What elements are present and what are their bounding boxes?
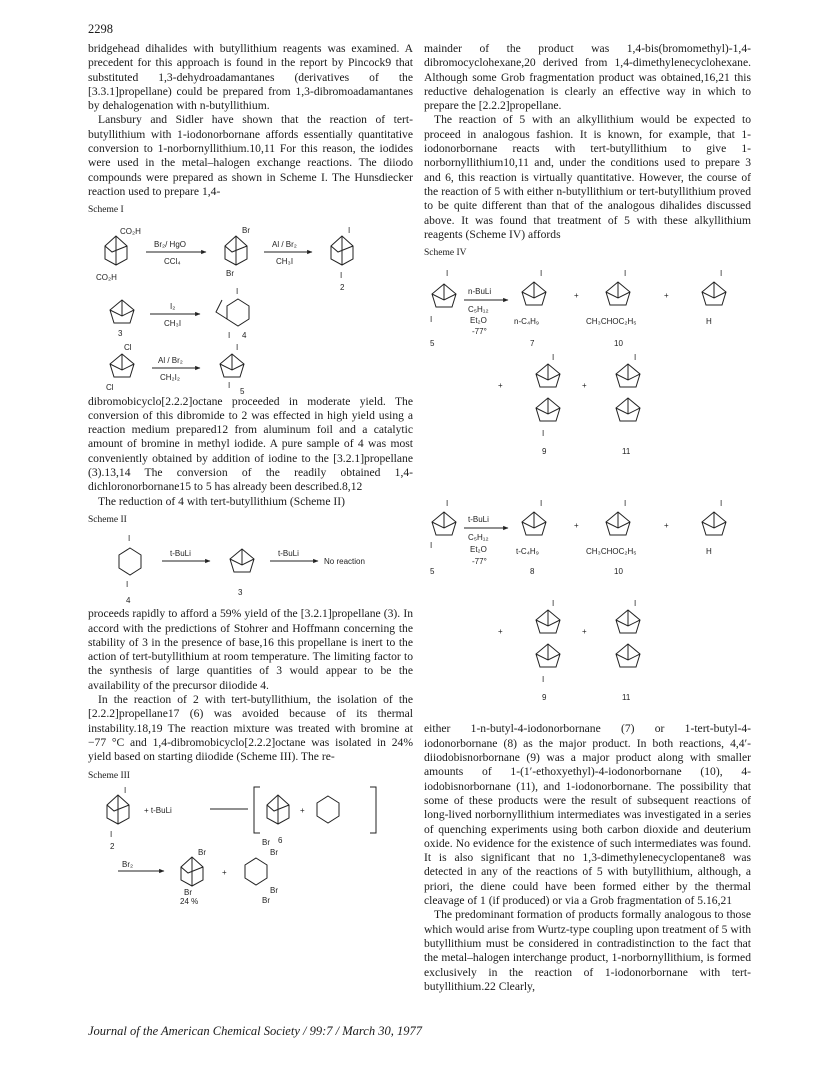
svg-text:+: +	[498, 627, 503, 637]
substituent-label: Br	[270, 885, 278, 895]
substituent-label: I	[110, 829, 113, 839]
svg-text:+: +	[664, 291, 669, 301]
reagent-label: -77°	[472, 557, 487, 567]
iodonorbornane-molecule	[702, 499, 726, 556]
reagent-label: CH₃I	[276, 256, 294, 266]
reagent-label: -77°	[472, 327, 487, 337]
product-9-molecule	[536, 599, 560, 702]
compound-number: 6	[278, 835, 283, 845]
scheme-3	[88, 785, 413, 905]
paragraph: dibromobicyclo[2.2.2]octane proceeded in moderate yield. The conversion of this dibromide to 2 was effected in high yield using a reaction medium prepared12 from aluminum foil and a catalytic amount of bromine in methyl iodide. A pure sample of 4 was most conveniently obtained by addition of iodine to the [3.2.1]propellane (3).13,14 The conversion of the readily obtained 1,4-dichloronorbornane15 to 5 has already been described.8,12	[88, 394, 413, 494]
substituent-label: Br	[184, 887, 192, 897]
substituent-label: I	[124, 785, 127, 795]
substituent-label: I	[634, 599, 637, 609]
diiodide-5-molecule	[430, 499, 456, 576]
substituent-label: I	[542, 675, 545, 685]
svg-text:+: +	[300, 805, 305, 815]
substituent-label: I	[236, 342, 239, 352]
paragraph: In the reaction of 2 with tert-butyllithium, the isolation of the [2.2.2]propellane17 (6) was avoided because of its thermal instability.18,19 The reaction mixture was treated with bromine at −77 °C and 1,4-dibromobicyclo[2.2.2]octane was isolated in 24% yield based on starting diiodide (Scheme III). The re-	[88, 693, 413, 764]
substituent-label: I	[340, 270, 343, 280]
substituent-label: I	[228, 330, 231, 340]
substituent-label: I	[430, 541, 433, 551]
substituent-label: I	[236, 286, 239, 296]
substituent-label: Br	[262, 895, 270, 905]
diiodide-2-molecule	[107, 786, 129, 851]
bracket-left	[254, 787, 260, 833]
compound-number: 3	[118, 328, 123, 338]
substituent-label: I	[552, 599, 555, 609]
compound-number: 2	[110, 841, 115, 851]
compound-number: 5	[240, 386, 245, 395]
substituent-label: I	[720, 269, 723, 279]
substituent-label: H	[706, 317, 712, 327]
svg-text:+: +	[222, 867, 227, 877]
journal-footer: Journal of the American Chemical Society / 99:7 / March 30, 1977	[88, 1024, 422, 1038]
svg-text:+: +	[664, 521, 669, 531]
reagent-label: C₅H₁₂	[468, 305, 489, 315]
diiodide-5-molecule	[220, 343, 245, 395]
substituent-label: CO₂H	[120, 226, 141, 236]
compound-number: 5	[430, 339, 435, 349]
substituent-label: I	[624, 499, 627, 509]
substituent-label: I	[128, 534, 131, 544]
substituent-label: CH₃CHOC₂H₅	[586, 547, 637, 557]
reagent-label: Br₂	[122, 859, 134, 869]
substituent-label: I	[126, 580, 129, 590]
substituent-label: Br	[242, 225, 250, 235]
substituent-label: I	[446, 499, 449, 509]
substituent-label: t-C₄H₉	[516, 547, 539, 557]
substituent-label: I	[542, 429, 545, 439]
substituent-label: I	[540, 499, 543, 509]
tetrabromide-molecule	[245, 838, 278, 905]
scheme-1-label: Scheme I	[88, 205, 124, 216]
bracket-right	[370, 787, 376, 833]
substituent-label: Br	[262, 837, 270, 847]
substituent-label: Br	[270, 847, 278, 857]
left-column	[88, 42, 413, 905]
compound-number: 11	[622, 693, 631, 703]
substituent-label: I	[348, 225, 351, 235]
product-9-molecule	[536, 353, 560, 456]
reagent-label: Et₂O	[470, 316, 487, 326]
svg-text:+: +	[498, 381, 503, 391]
compound-number: 9	[542, 693, 547, 703]
product-7-molecule	[514, 269, 546, 348]
substituent-label: Br	[226, 268, 234, 278]
dibromide-product-molecule	[180, 848, 206, 905]
substituent-label: n-C₄H₉	[514, 317, 540, 327]
diiodide-4-molecule	[119, 534, 141, 605]
paragraph: either 1-n-butyl-4-iodonorbornane (7) or 1-tert-butyl-4-iodonorbornane (8) as the major product. In both reactions, 4,4′-diiodobisnorbornane (9) was a major product along with smaller amounts of 1-(1′-ethoxyethyl)-4-iodonorbornane (10), 4-iodobisnorbornane (11), and 1-iodonorbornane. The possibility that some of these products were the result of subsequent reactions of long-lived norbornyllithium intermediates was investigated in a series of quenching experiments using both carbon dioxide and deuterium oxide. No evidence for the existence of such intermediates was found. It is also significant that no 1,3-dimethylenecyclopentane8 was detected in any of the reactions of 5 with butyllithium, although, a priori, the diene could have been formed either by the thermal cleavage of 1 (if produced) or via a Grob fragmentation of 5.16,21	[424, 722, 751, 908]
substituent-label: I	[634, 353, 637, 363]
propellane-3-molecule	[230, 549, 254, 597]
page-number: 2298	[88, 22, 113, 36]
substituent-label: I	[540, 269, 543, 279]
reagent-label: Al / Br₂	[158, 355, 183, 365]
substituent-label: I	[624, 269, 627, 279]
product-8-molecule	[516, 499, 546, 576]
compound-number: 5	[430, 567, 435, 577]
reagent-label: CH₃I	[164, 318, 182, 328]
svg-text:+: +	[582, 381, 587, 391]
reagent-label: t-BuLi	[468, 515, 489, 525]
compound-number: 8	[530, 567, 535, 577]
reagent-label: t-BuLi	[170, 549, 191, 559]
reagent-label: n-BuLi	[468, 287, 492, 297]
reagent-label: + t-BuLi	[144, 805, 172, 815]
reagent-label: Br₂/ HgO	[154, 239, 186, 249]
svg-text:+: +	[574, 521, 579, 531]
diiodide-5-molecule	[430, 269, 456, 348]
svg-text:+: +	[582, 627, 587, 637]
product-10-molecule	[586, 269, 636, 348]
substituent-label: I	[430, 315, 433, 325]
substituent-label: Cl	[124, 342, 132, 352]
reagent-label: C₅H₁₂	[468, 533, 489, 543]
iodonorbornane-molecule	[702, 269, 726, 326]
propellane-3-molecule	[110, 300, 134, 338]
paragraph: mainder of the product was 1,4-bis(bromomethyl)-1,4-dibromocyclohexane,20 derived from 1,4-dimethylenecyclohexane. Although some Grob fragmentation product was obtained,16,21 this reductive dehalogenation is clearly an effective way in which to prepare the [2.2.2]propellane.	[424, 42, 751, 113]
dicarboxylic-acid-molecule	[96, 227, 141, 282]
yield-label: 24 %	[180, 896, 199, 905]
scheme-1	[88, 220, 413, 395]
substituent-label: I	[228, 380, 231, 390]
reagent-label: Et₂O	[470, 545, 487, 555]
scheme-3-label: Scheme III	[88, 770, 130, 781]
compound-number: 10	[614, 339, 623, 349]
scheme-4-label: Scheme IV	[424, 248, 467, 259]
compound-number: 3	[238, 588, 243, 598]
reagent-label: Al / Br₂	[272, 239, 297, 249]
paragraph: The reduction of 4 with tert-butyllithium (Scheme II)	[98, 494, 345, 508]
substituent-label: I	[720, 499, 723, 509]
right-column	[424, 42, 751, 994]
compound-number: 9	[542, 447, 547, 457]
paragraph: Lansbury and Sidler have shown that the reaction of tert-butyllithium with 1-iodonorbornane affords essentially quantitative conversion to 1-norbornyllithium.10,11 For this reason, the iodides were used in the metal–halogen exchange reactions. The diiodo compounds were prepared as shown in Scheme I. The Hunsdiecker reaction used to prepare 1,4-	[88, 113, 413, 198]
substituent-label: CH₃CHOC₂H₅	[586, 317, 637, 327]
diiodide-2-molecule	[331, 226, 353, 292]
reagent-label: CH₂I₂	[160, 372, 180, 382]
product-10-molecule	[586, 499, 636, 576]
scheme-2-label: Scheme II	[88, 514, 127, 525]
reagent-label: CCl₄	[164, 256, 181, 266]
diiodide-4-molecule	[216, 287, 249, 340]
substituent-label: Br	[198, 847, 206, 857]
compound-number: 4	[242, 330, 247, 340]
compound-number: 11	[622, 447, 631, 457]
compound-number: 7	[530, 339, 535, 349]
compound-number: 4	[126, 596, 131, 606]
paragraph: The reaction of 5 with an alkyllithium would be expected to proceed in analogous fashion. It is known, for example, that 1-iodonorbornane reacts with tert-butyllithium to give 1-norbornyllithium10,11 and, under the conditions used to prepare 3 and 6, this reaction is virtually quantitative. However, the course of the reaction of 5 with either n-butyllithium or tert-butyllithium proved to be quite different than that of the analogous dihalides discussed above. It was found that treatment of 5 with these alkyllithium reagents (Scheme IV) affords	[424, 113, 751, 241]
paragraph: proceeds rapidly to afford a 59% yield of the [3.2.1]propellane (3). In accord with the predictions of Stohrer and Hoffmann concerning the stability of 3 in the presence of base,16 this propellane is inert to the action of tert-butyllithium at room temperature. The limiting factor to the synthesis of large quantities of 3 would appear to be the availability of the precursor diiodide 4.	[88, 607, 413, 692]
compound-number: 10	[614, 567, 623, 577]
product-11-molecule	[616, 353, 640, 456]
scheme-2	[88, 529, 413, 607]
scheme-4	[424, 262, 751, 722]
dibromide-molecule	[225, 226, 250, 278]
substituent-label: H	[706, 547, 712, 557]
no-reaction-label: No reaction	[324, 557, 365, 567]
paragraph: bridgehead dihalides with butyllithium reagents was examined. A precedent for this approach is found in the report by Pincock9 that substituted 1,3-dehydroadamantanes (derivatives of the [3.3.1]propellane) could be prepared from 1,3-dibromoadamantanes by dehalogenation with n-butyllithium.	[88, 42, 413, 113]
substituent-label: Cl	[106, 382, 114, 392]
substituent-label: CO₂H	[96, 272, 117, 282]
reagent-label: I₂	[170, 301, 176, 311]
substituent-label: I	[552, 353, 555, 363]
dichloride-molecule	[106, 343, 134, 392]
compound-number: 2	[340, 282, 345, 292]
reagent-label: t-BuLi	[278, 549, 299, 559]
product-11-molecule	[616, 599, 640, 702]
svg-text:+: +	[574, 291, 579, 301]
paragraph: The predominant formation of products formally analogous to those which would arise from Wurtz-type coupling upon treatment of 5 with butyllithium must be considered in contradistinction to the fact that the metal–halogen interchange product, 1-norbornyllithium, is formed exclusively in the reaction of 1-iodonorbornane with tert-butyllithium.22 Clearly,	[424, 908, 751, 993]
substituent-label: I	[446, 269, 449, 279]
